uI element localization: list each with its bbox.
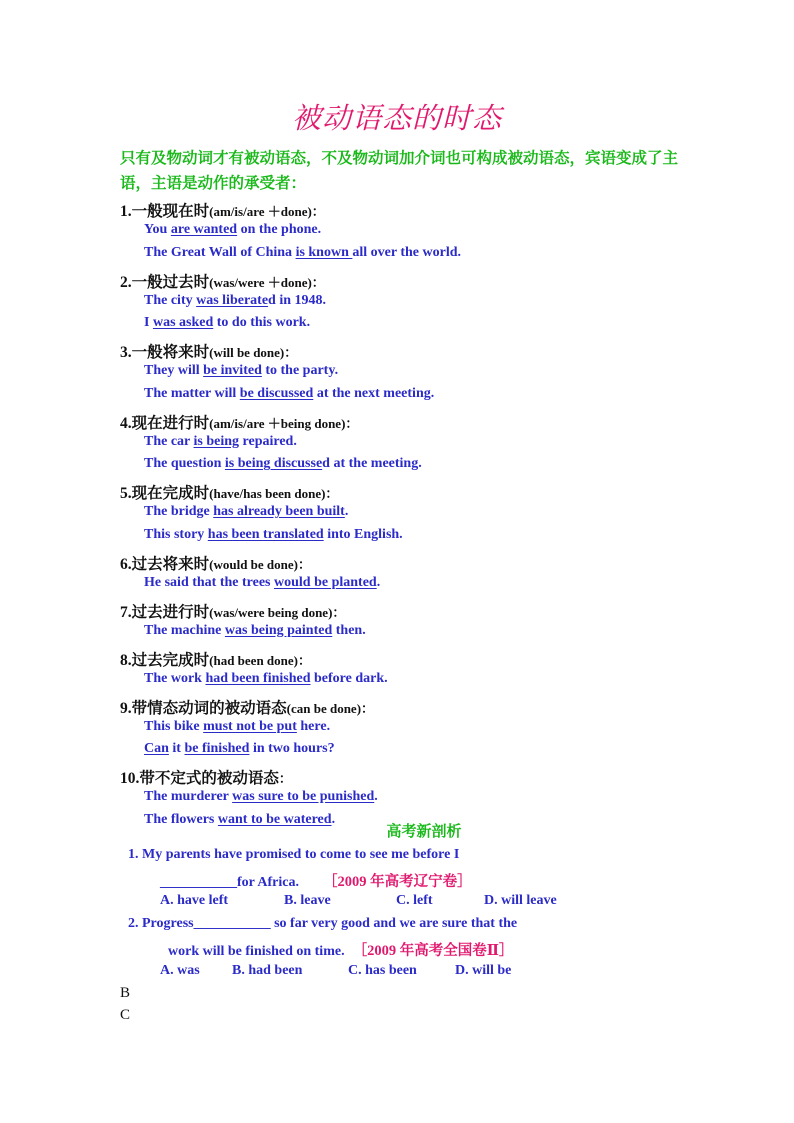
- sentence-text: The Great Wall of China: [144, 244, 296, 260]
- section-number: 4.: [120, 414, 132, 432]
- section-form: (was/were ＋done)：: [209, 274, 325, 290]
- sentence-text: This story: [144, 526, 208, 542]
- passive-verb-phrase: be finished: [184, 741, 250, 756]
- sentence-text: d in 1948.: [268, 292, 327, 308]
- sentence-text: it: [168, 741, 185, 756]
- sentence-text: .: [344, 504, 349, 519]
- section-name: 带不定式的被动语态: [139, 770, 279, 787]
- section-heading: [120, 552, 311, 574]
- passive-verb-phrase: would be planted: [274, 574, 377, 590]
- passive-verb-phrase: Can: [144, 741, 169, 756]
- section-name: 过去将来时: [131, 555, 210, 573]
- example-sentence: [144, 623, 366, 639]
- section-form: (am/is/are ＋done)：: [209, 204, 325, 219]
- section-number: 8.: [120, 651, 132, 669]
- passive-verb-phrase: are wanted: [170, 222, 238, 237]
- passive-verb-phrase: was liberate: [196, 292, 269, 308]
- sentence-text: He said that the trees: [144, 574, 274, 590]
- section-heading: [120, 600, 345, 622]
- q2-option-a: A. was: [160, 963, 200, 978]
- question-2-text2: work will be finished on time.: [168, 944, 345, 959]
- section-heading: [120, 340, 297, 362]
- question-2-line1: [128, 916, 517, 932]
- section-form: (will be done)：: [209, 345, 298, 360]
- section-form: (would be done)：: [209, 556, 311, 572]
- sentence-text: .: [331, 811, 336, 827]
- gaokao-title: 高考新剖析: [386, 824, 462, 840]
- passive-verb-phrase: was being painted: [224, 622, 333, 638]
- q1-option-c: C. left: [396, 893, 433, 908]
- sentence-text: in two hours?: [249, 741, 335, 756]
- section-name: 过去进行时: [131, 603, 210, 621]
- sentence-text: The city: [144, 292, 197, 308]
- question-1-line1: 1. My parents have promised to come to see me before I: [128, 847, 460, 862]
- section-heading: [120, 648, 311, 670]
- sentence-text: The matter will: [144, 385, 240, 401]
- example-sentence: [144, 315, 310, 331]
- sentence-text: They will: [144, 363, 204, 378]
- section-number: 6.: [120, 555, 132, 573]
- passive-verb-phrase: is being discusse: [224, 456, 323, 471]
- example-sentence: [144, 504, 348, 520]
- section-name: 一般现在时: [131, 203, 210, 220]
- sentence-text: before dark.: [310, 670, 388, 686]
- q1-option-a: A. have left: [160, 893, 229, 908]
- section-heading: [120, 481, 338, 503]
- example-sentence: [144, 789, 378, 805]
- sentence-text: all over the world.: [352, 244, 461, 260]
- example-sentence: [144, 741, 335, 757]
- section-name: 一般将来时: [131, 344, 210, 361]
- section-form: (am/is/are ＋being done)：: [209, 415, 359, 431]
- sentence-text: The question: [144, 456, 225, 471]
- passive-verb-phrase: has been translated: [207, 526, 324, 542]
- question-1-blank: ___________: [160, 875, 237, 890]
- example-sentence: [144, 527, 403, 543]
- section-name: 过去完成时: [131, 651, 210, 669]
- section-number: 5.: [120, 485, 132, 502]
- section-heading: [120, 270, 325, 292]
- example-sentence: [144, 719, 330, 735]
- passive-verb-phrase: is known: [295, 244, 353, 260]
- passive-verb-phrase: has already been built: [213, 504, 345, 519]
- question-2-options: [160, 963, 511, 979]
- section-number: 3.: [120, 344, 132, 361]
- example-sentence: [144, 671, 388, 687]
- intro-paragraph: 只有及物动词才有被动语态，不及物动词加介词也可构成被动语态，宾语变成了主语，主语是动作的承受者：: [120, 150, 679, 192]
- sentence-text: The flowers: [144, 811, 218, 827]
- passive-verb-phrase: is being: [193, 433, 240, 449]
- sentence-text: The bridge: [144, 504, 214, 519]
- section-form: (was/were being done)：: [209, 604, 346, 620]
- section-number: 10.: [120, 770, 140, 787]
- passive-verb-phrase: be discussed: [239, 385, 314, 401]
- page-title: 被动语态的时态: [291, 103, 502, 135]
- section-heading: [120, 199, 325, 221]
- passive-verb-phrase: want to be watered: [217, 811, 332, 827]
- section-form: ：: [278, 771, 292, 786]
- question-1-line2: [160, 870, 472, 891]
- question-1-source: ［2009 年高考辽宁卷］: [322, 874, 472, 890]
- sentence-text: You: [144, 222, 171, 237]
- section-number: 1.: [120, 203, 132, 220]
- sentence-text: This bike: [144, 718, 204, 734]
- passive-verb-phrase: must not be put: [203, 718, 297, 734]
- example-sentence: [144, 456, 422, 472]
- example-sentence: [144, 434, 297, 450]
- q2-option-c: C. has been: [348, 963, 417, 978]
- sentence-text: .: [376, 574, 381, 590]
- passive-verb-phrase: was sure to be punished: [232, 789, 375, 804]
- question-2-line2: [168, 939, 513, 960]
- sentence-text: to do this work.: [213, 315, 311, 330]
- question-2-blank: ___________: [193, 916, 271, 931]
- answer-1: B: [120, 985, 131, 1001]
- example-sentence: [144, 386, 434, 402]
- sentence-text: The car: [144, 433, 194, 449]
- question-2-prefix: 2. Progress: [128, 916, 194, 931]
- section-form: (had been done)：: [209, 652, 311, 668]
- question-1-options: [160, 893, 557, 909]
- example-sentence: [144, 245, 461, 261]
- sentence-text: .: [374, 789, 378, 804]
- sentence-text: The work: [144, 670, 206, 686]
- sentence-text: The machine: [144, 622, 225, 638]
- section-name: 一般过去时: [131, 273, 210, 291]
- section-number: 7.: [120, 603, 132, 621]
- section-name: 现在完成时: [131, 485, 210, 502]
- section-number: 9.: [120, 699, 132, 717]
- sentence-text: here.: [296, 718, 331, 734]
- question-2-source: ［2009 年高考全国卷Ⅱ］: [352, 943, 514, 959]
- answer-2: C: [120, 1007, 131, 1023]
- sentence-text: into English.: [323, 526, 403, 542]
- example-sentence: [144, 293, 326, 309]
- sentence-text: repaired.: [239, 433, 297, 449]
- q2-option-b: B. had been: [232, 963, 303, 978]
- question-2-text: so far very good and we are sure that the: [270, 916, 518, 931]
- sentence-text: to the party.: [261, 363, 339, 378]
- section-name: 带情态动词的被动语态: [131, 699, 287, 717]
- question-1-text: for Africa.: [237, 875, 299, 890]
- passive-verb-phrase: was asked: [152, 315, 214, 330]
- sentence-text: d at the meeting.: [322, 456, 422, 471]
- passive-verb-phrase: be invited: [203, 363, 262, 378]
- q2-option-d: D. will be: [455, 963, 512, 978]
- example-sentence: [144, 575, 380, 591]
- sentence-text: then.: [332, 622, 366, 638]
- q1-option-b: B. leave: [284, 893, 331, 908]
- section-heading: [120, 766, 292, 788]
- section-heading: [120, 696, 374, 718]
- section-heading: [120, 411, 358, 433]
- example-sentence: [144, 363, 338, 379]
- section-number: 2.: [120, 273, 132, 291]
- sentence-text: The murderer: [144, 789, 233, 804]
- example-sentence: [144, 222, 321, 238]
- section-form: (can be done)：: [286, 700, 375, 716]
- sentence-text: on the phone.: [237, 222, 322, 237]
- section-name: 现在进行时: [131, 414, 210, 432]
- section-form: (have/has been done)：: [209, 486, 339, 501]
- passive-verb-phrase: had been finished: [205, 670, 311, 686]
- sentence-text: I: [144, 315, 153, 330]
- q1-option-d: D. will leave: [484, 893, 557, 908]
- sentence-text: at the next meeting.: [313, 385, 435, 401]
